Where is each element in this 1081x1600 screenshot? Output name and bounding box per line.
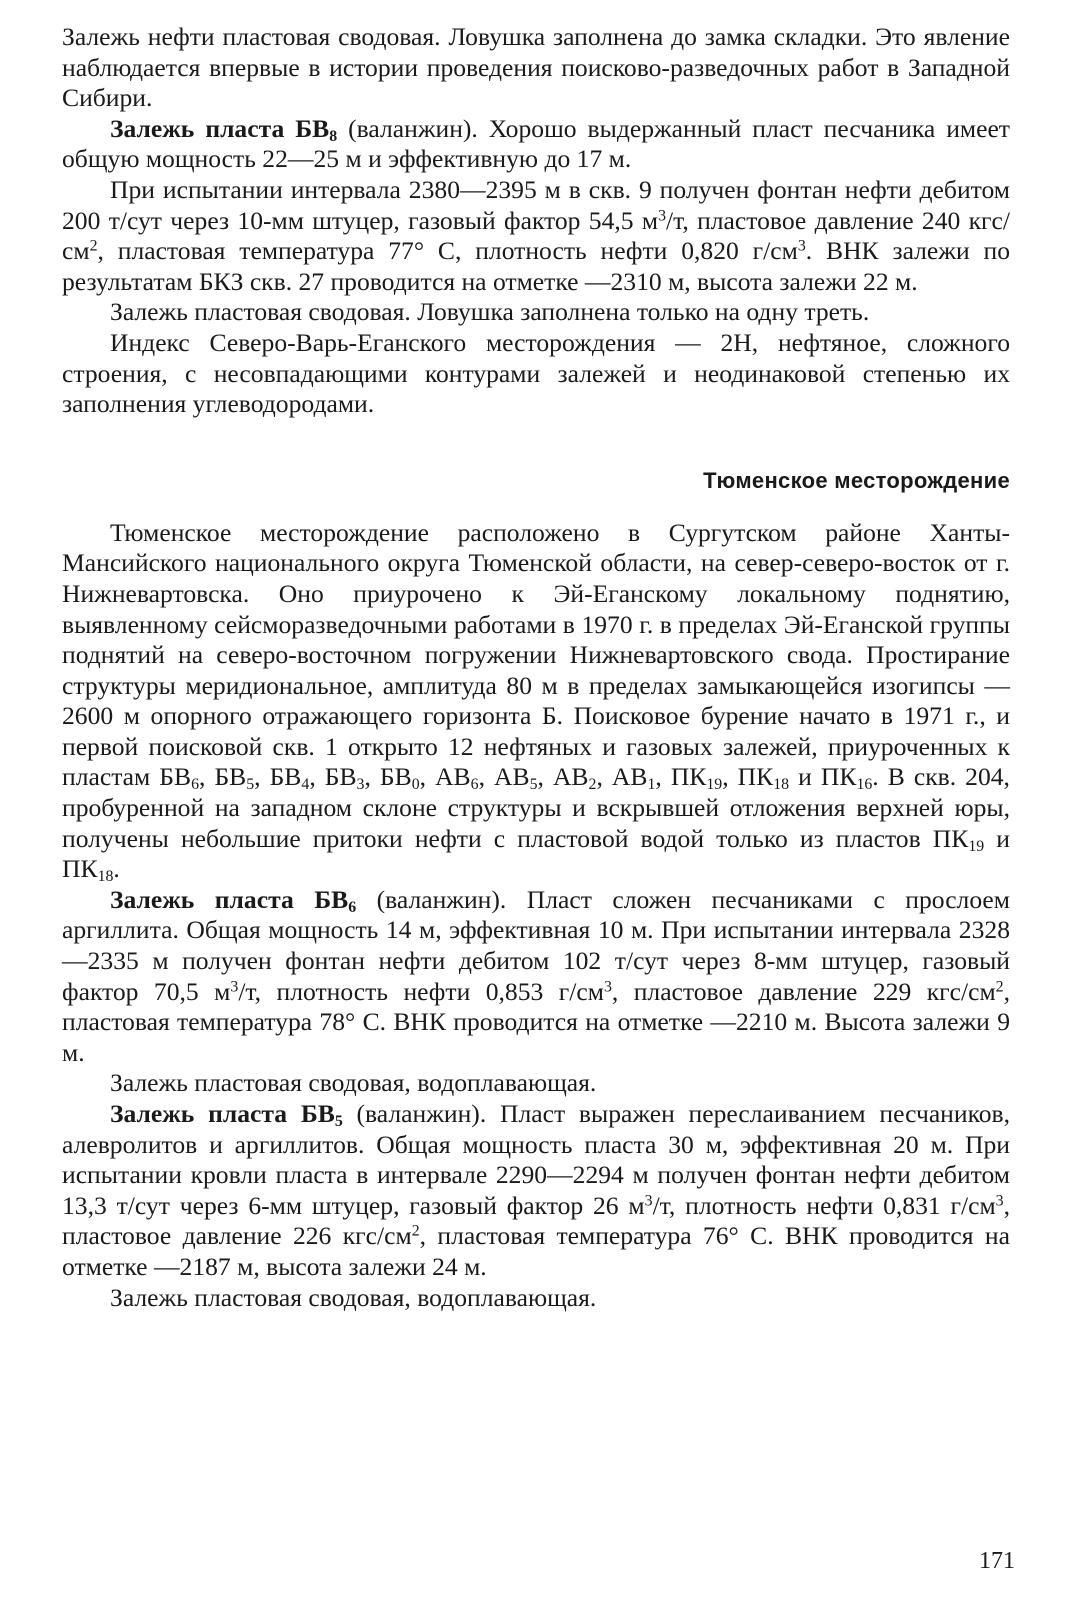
paragraph-field-location: Тюменское месторождение расположено в Сургутском районе Ханты-Мансийского национального округа Тюменской области, на север-северо-восток от г. Нижневартовска. Оно приурочено к Эй-Еганскому локальному поднятию, выявленному сейсморазведочными работами в 1970 г. в пределах Эй-Еганской группы поднятий на северо-восточном погружении Нижневартовского свода. Простирание структуры меридиональное, амплитуда 80 м в пределах замыкающейся изогипсы —2600 м опорного отражающего горизонта Б. Поисковое бурение начато в 1971 г., и первой поисковой скв. 1 открыто 12 нефтяных и газовых залежей, приуроченных к пластам $БВ_6$, $БВ_5$, $БВ_4$, $БВ_3$, $БВ_0$, $АВ_6$, $АВ_5$, $АВ_2$, $АВ_1$, $ПК_{19}$, $ПК_{18}$ и $ПК_{16}$. В скв. 204, пробуренной на западном склоне структуры и вскрывшей отложения верхней юры, получены небольшие притоки нефти с пластовой водой только из пластов $ПК_{19}$ и $ПК_{18}$.: [62, 517, 1010, 886]
paragraph-bv6-reservoir: Залежь пласта $БВ_6$ (валанжин). Пласт сложен песчаниками с прослоем аргиллита. Общая мощность 14 м, эффективная 10 м. При испытании интервала 2328—2335 м получен фонтан нефти дебитом 102 т/сут через 8-мм штуцер, газовый фактор 70,5 $м^3/т$, плотность нефти 0,853 $г/см^3$, пластовое давление 229 кгс/$см^2$, пластовая температура 78° С. ВНК проводится на отметке —2210 м. Высота залежи 9 м.: [62, 884, 1010, 1067]
paragraph-bv5-trap: Залежь пластовая сводовая, водоплавающая.: [110, 1282, 597, 1312]
page-number: 171: [979, 1548, 1015, 1574]
paragraph-bv8-reservoir: Залежь пласта $БВ_8$ (валанжин). Хорошо выдержанный пласт песчаника имеет общую мощность 22—25 м и эффективную до 17 м.: [62, 113, 1010, 174]
document-page: [62, 22, 1010, 1313]
reservoir-lead: Залежь пласта $БВ_8$: [110, 113, 338, 145]
paragraph-trap-description: Залежь нефти пластовая сводовая. Ловушка заполнена до замка складки. Это явление наблюдается впервые в истории проведения поисково-разведочных работ в Западной Сибири.: [62, 22, 1010, 113]
paragraph-bv6-trap: Залежь пластовая сводовая, водоплавающая.: [110, 1068, 597, 1098]
reservoir-lead: Залежь пласта $БВ_6$: [110, 884, 357, 916]
reservoir-lead: Залежь пласта $БВ_5$: [110, 1099, 343, 1130]
paragraph-bv8-test-results: При испытании интервала 2380—2395 м в скв. 9 получен фонтан нефти дебитом 200 т/сут через 10-мм штуцер, газовый фактор 54,5 $м^3/т$, пластовое давление 240 кгс/$см^2$, пластовая температура 77° С, плотность нефти 0,820 $г/см^3$. ВНК залежи по результатам БКЗ скв. 27 проводится на отметке —2310 м, высота залежи 22 м.: [62, 174, 1011, 296]
paragraph-field-index: Индекс Северо-Варь-Еганского месторождения — 2Н, нефтяное, сложного строения, с несовпадающими контурами залежей и неодинаковой степенью их заполнения углеводородами.: [62, 327, 1010, 419]
paragraph-bv8-trap: Залежь пластовая сводовая. Ловушка заполнена только на одну треть.: [110, 297, 870, 327]
section-heading: Тюменское месторождение: [703, 467, 1010, 493]
paragraph-bv5-reservoir: Залежь пласта $БВ_5$ (валанжин). Пласт выражен переслаиванием песчаников, алевролитов и аргиллитов. Общая мощность пласта 30 м, эффективная 20 м. При испытании кровли пласта в интервале 2290—2294 м получен фонтан нефти дебитом 13,3 т/сут через 6-мм штуцер, газовый фактор 26 $м^3/т$, плотность нефти 0,831 $г/см^3$, пластовое давление 226 кгс/$см^2$, пластовая температура 76° С. ВНК проводится на отметке —2187 м, высота залежи 24 м.: [62, 1099, 1010, 1281]
